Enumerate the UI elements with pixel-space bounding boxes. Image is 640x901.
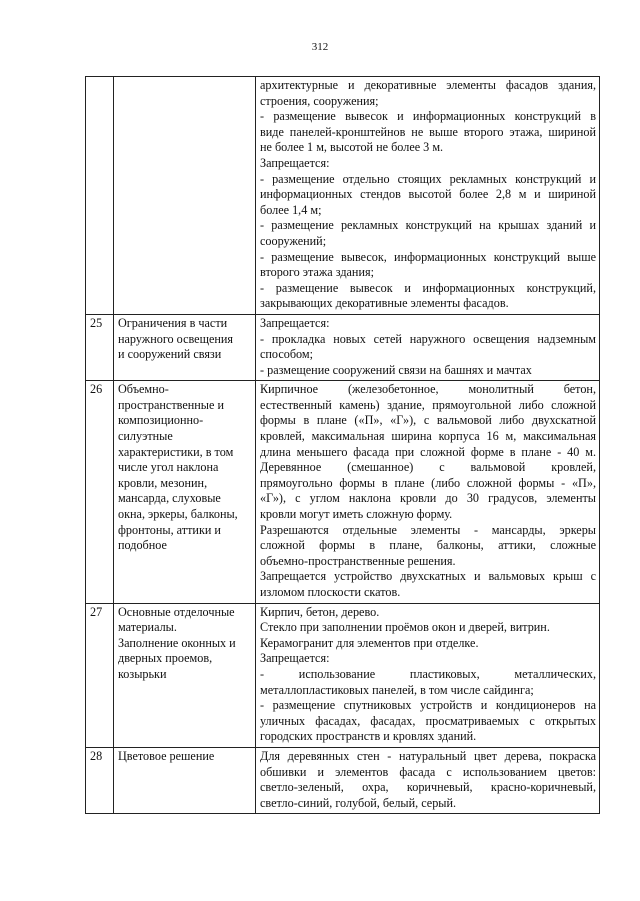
row-name-cell [114, 747, 256, 813]
name-line: композиционно- [118, 413, 204, 428]
row-name-cell [114, 314, 256, 380]
table-row [86, 314, 600, 380]
description-line: кровли могут иметь сложную форму. [260, 507, 453, 522]
description-line: сооружений; [260, 233, 327, 248]
table-row [86, 603, 600, 747]
name-line: дверных проемов, [118, 651, 213, 666]
description-line: формы в плане («П», «Г»), с вальмовой либо двухскатной [260, 413, 596, 428]
description-line: Деревянное (смешанное) с вальмовой кровлей, [260, 460, 596, 475]
description-line: Запрещается устройство двухскатных и вальмовых крыш с [260, 569, 596, 584]
description-line: естественный камень) здание, прямоугольной либо сложной [260, 397, 596, 412]
name-line: окна, эркеры, балконы, [118, 507, 238, 522]
table-row [86, 381, 600, 603]
row-name-cell [114, 381, 256, 603]
description-line: Стекло при заполнении проёмов окон и дверей, витрин. [260, 620, 550, 635]
description-line: - размещение вывесок и информационных конструкций, [260, 280, 596, 295]
name-line: Объемно- [118, 382, 169, 397]
description-line: более 1,4 м; [260, 202, 322, 217]
name-line: фронтоны, аттики и [118, 522, 221, 537]
description-line: Для деревянных стен - натуральный цвет дерева, покраска [260, 748, 596, 763]
name-line: характеристики, в том [118, 444, 234, 459]
name-line: пространственные и [118, 397, 224, 412]
row-description-cell [256, 381, 600, 603]
row-name-cell [114, 77, 256, 315]
name-line: числе угол наклона [118, 460, 219, 475]
description-line: - использование пластиковых, металлических, [260, 666, 596, 681]
table-body [86, 77, 600, 814]
description-line: - размещение спутниковых устройств и кондиционеров на [260, 698, 596, 713]
description-line: - размещение вывесок и информационных конструкций в [260, 109, 596, 124]
description-line: Кирпич, бетон, дерево. [260, 604, 380, 619]
description-line: кровлей, максимальная ширина корпуса 16 м, максимальная [260, 429, 596, 444]
row-number: 27 [90, 604, 103, 619]
name-line: и сооружений связи [118, 347, 222, 362]
description-line: способом; [260, 347, 313, 362]
row-number: 26 [90, 382, 103, 397]
row-number-cell [86, 314, 114, 380]
description-line: Запрещается: [260, 651, 330, 666]
description-line: светло-синий, голубой, белый, серый. [260, 795, 457, 810]
description-line: Разрешаются отдельные элементы - мансарды, эркеры [260, 522, 596, 537]
description-line: - размещение рекламных конструкций на крышах зданий и [260, 218, 596, 233]
row-description-cell [256, 77, 600, 315]
description-line: обшивки и элементов фасада с использованием цветов: [260, 764, 596, 779]
description-line: светло-зеленый, охра, коричневый, красно-коричневый, [260, 780, 596, 795]
description-line: Запрещается: [260, 155, 330, 170]
row-number-cell [86, 747, 114, 813]
table-row [86, 747, 600, 813]
row-number: 28 [90, 748, 103, 763]
row-number-cell [86, 603, 114, 747]
description-line: - размещение отдельно стоящих рекламных конструкций и [260, 171, 596, 186]
description-line: - прокладка новых сетей наружного освещения надземным [260, 331, 596, 346]
row-description-cell [256, 603, 600, 747]
row-description-cell [256, 747, 600, 813]
description-line: строения, сооружения; [260, 93, 379, 108]
description-line: виде панелей-кронштейнов не выше второго этажа, шириной [260, 124, 596, 139]
name-line: материалы. [118, 620, 177, 635]
description-line: объемно-пространственные решения. [260, 553, 456, 568]
name-line: козырьки [118, 666, 167, 681]
description-line: не более 1 м, высотой не более 3 м. [260, 140, 444, 155]
description-line: информационных стендов высотой более 2,8 м и шириной [260, 187, 596, 202]
description-line: уличных фасадах, фасадах, просматриваемых с открытых [260, 713, 596, 728]
name-line: мансарда, слуховые [118, 491, 221, 506]
name-line: Заполнение оконных и [118, 635, 236, 650]
regulations-table [85, 76, 600, 814]
table-row [86, 77, 600, 315]
row-description-cell [256, 314, 600, 380]
row-number-cell [86, 381, 114, 603]
description-line: Керамогранит для элементов при отделке. [260, 635, 479, 650]
description-line: длина меньшего фасада при сложной форме в плане - 40 м. [260, 444, 596, 459]
name-line: подобное [118, 538, 167, 553]
description-line: Запрещается: [260, 315, 330, 330]
name-line: кровли, мезонин, [118, 475, 208, 490]
description-line: металлопластиковых панелей, в том числе сайдинга; [260, 682, 534, 697]
description-line: - размещение вывесок, информационных конструкций выше [260, 249, 596, 264]
name-line: силуэтные [118, 429, 173, 444]
description-line: городских пространств и кровлях зданий. [260, 729, 477, 744]
description-line: - размещение сооружений связи на башнях и мачтах [260, 362, 532, 377]
description-line: изломом плоскости скатов. [260, 585, 401, 599]
name-line: Ограничения в части [118, 315, 228, 330]
description-line: архитектурные и декоративные элементы фасадов здания, [260, 78, 596, 92]
row-number-cell [86, 77, 114, 315]
name-line: наружного освещения [118, 331, 234, 346]
row-number: 25 [90, 315, 103, 330]
name-line: Основные отделочные [118, 604, 235, 619]
name-line: Цветовое решение [118, 748, 215, 763]
row-name-cell [114, 603, 256, 747]
description-line: «Г»), с углом наклона кровли до 30 градусов, элементы [260, 491, 596, 506]
page-number: 312 [311, 41, 329, 53]
description-line: Кирпичное (железобетонное, монолитный бетон, [260, 382, 596, 397]
description-line: второго этажа здания; [260, 265, 374, 280]
description-line: прямоугольно формы в плане (либо сложной формы - «П», [260, 475, 596, 490]
description-line: закрывающих декоративные элементы фасадов. [260, 296, 509, 311]
description-line: сложной формы в плане, балконы, аттики, сложные [260, 538, 596, 553]
